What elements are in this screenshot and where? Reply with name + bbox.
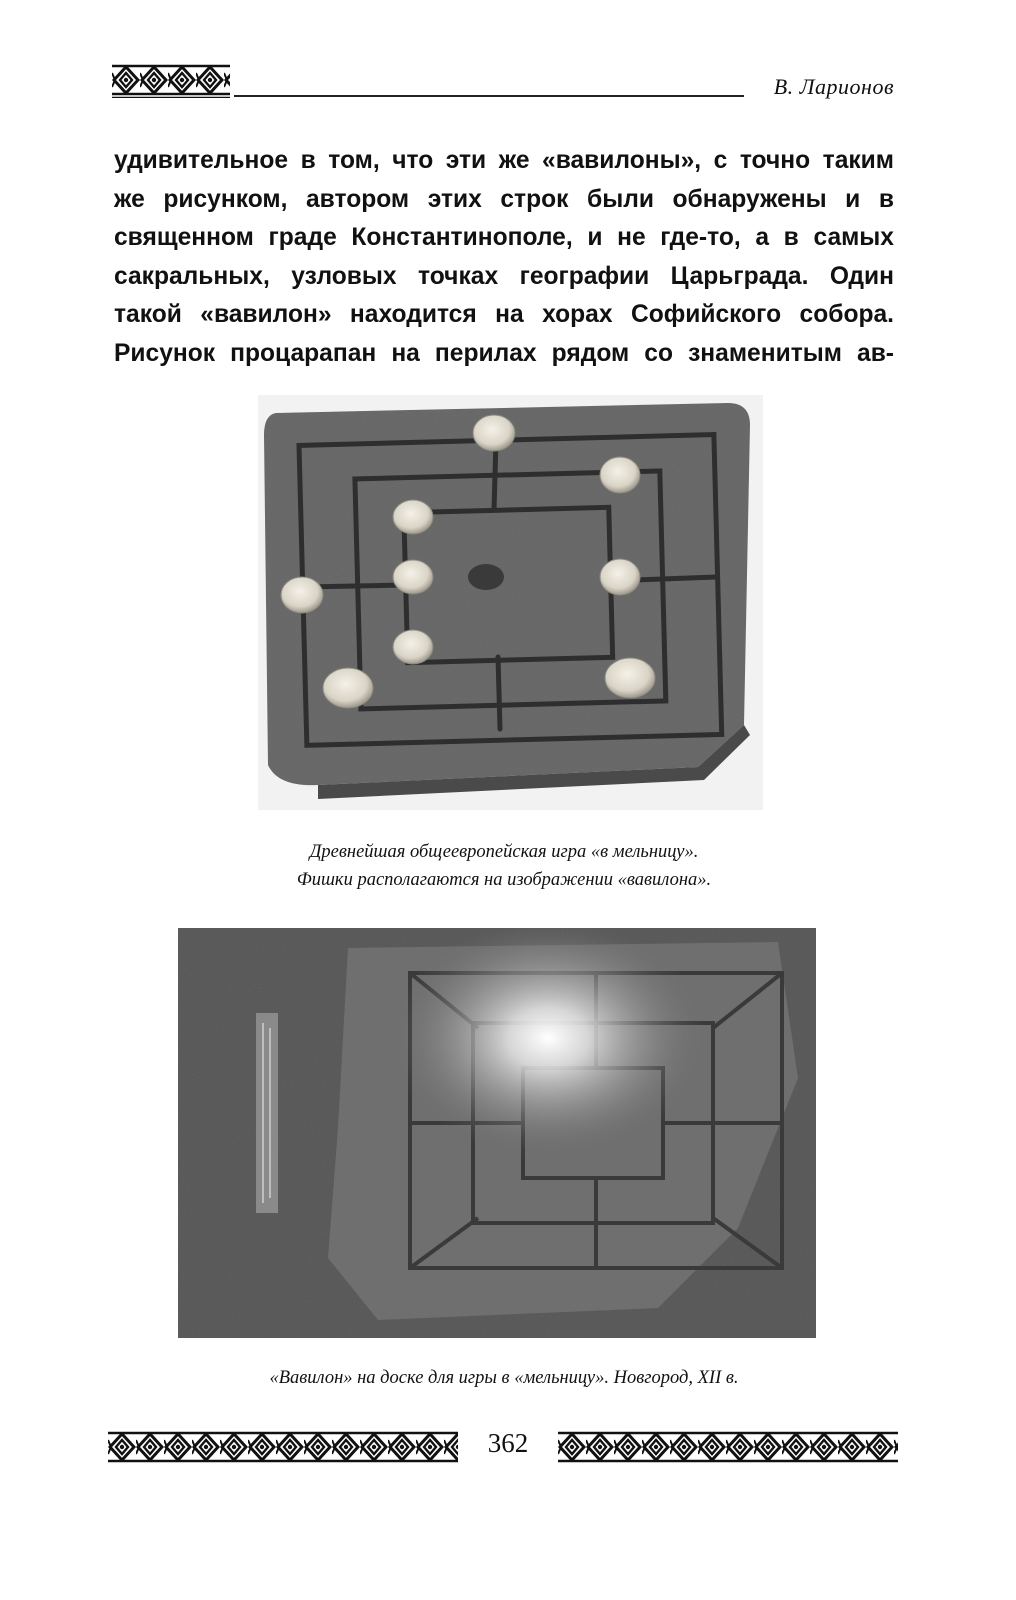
- running-header: [112, 64, 894, 104]
- novgorod-board-photo: [178, 928, 816, 1338]
- text-line: Рисунок процарапан на перилах рядом со знаменитым ав-: [114, 339, 894, 367]
- text-line: сакральных, узловых точках географии Царьграда. Один: [114, 262, 894, 290]
- page-footer: [108, 1428, 898, 1468]
- footer-ornament-right: [558, 1431, 898, 1463]
- figure-caption: [114, 838, 894, 894]
- text-line: удивительное в том, что эти же «вавилоны», с точно таким: [114, 147, 894, 174]
- caption-line: Фишки располагаются на изображении «вавилона».: [296, 870, 712, 890]
- caption-line: Древнейшая общеевропейская игра «в мельницу».: [309, 842, 699, 862]
- text-line: священном граде Константинополе, и не где-то, а в самых: [114, 224, 894, 252]
- text-line: такой «вавилон» находится на хорах Софийского собора.: [114, 301, 894, 329]
- footer-ornament-left: [108, 1431, 458, 1463]
- page-number: 362: [487, 1428, 529, 1458]
- mill-board-photo: [258, 395, 763, 810]
- header-rule: [234, 95, 744, 97]
- figure-caption: «Вавилон» на доске для игры в «мельницу». Новгород, XII в.: [269, 1368, 739, 1388]
- text-line: же рисунком, автором этих строк были обнаружены и в: [114, 185, 894, 213]
- body-paragraph: [114, 142, 894, 374]
- header-author: В. Ларионов: [773, 74, 894, 99]
- header-ornament: [112, 64, 230, 98]
